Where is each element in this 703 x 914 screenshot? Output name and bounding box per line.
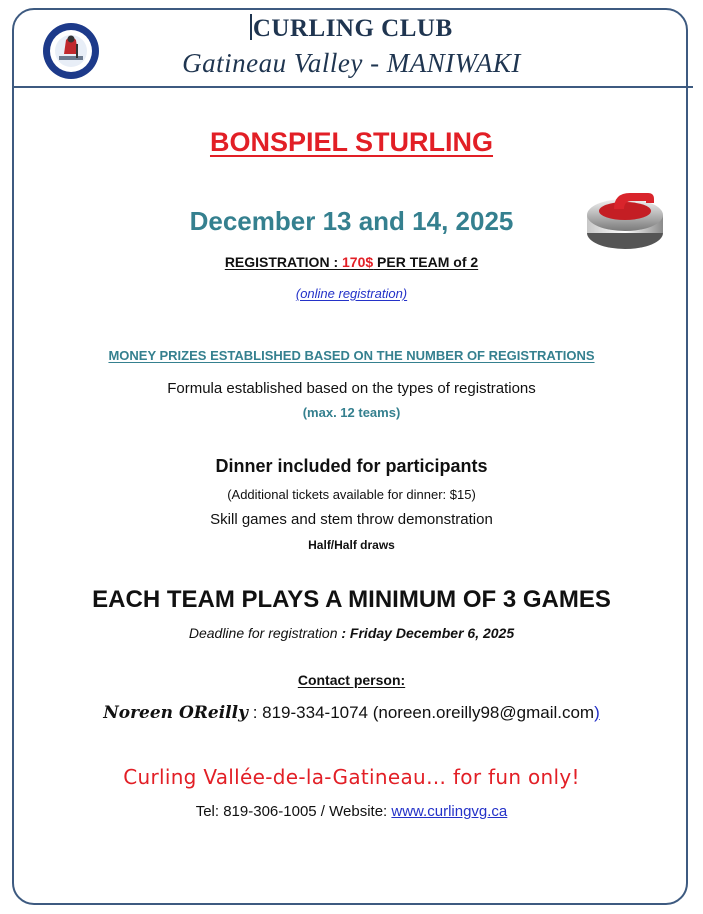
money-prizes-heading: MONEY PRIZES ESTABLISHED BASED ON THE NUMBER OF REGISTRATIONS (108, 348, 595, 363)
club-subtitle: Gatineau Valley - MANIWAKI (182, 48, 521, 78)
event-dates: December 13 and 14, 2025 (189, 206, 514, 236)
contact-name: Noreen OReilly (103, 703, 248, 723)
deadline-value: : Friday December 6, 2025 (341, 625, 515, 641)
club-name-text: CURLING CLUB (252, 15, 453, 42)
event-title: BONSPIEL STURLING (209, 127, 494, 157)
footer-tel: Tel: 819-306-1005 / Website: (195, 803, 392, 820)
contact-line (0, 703, 703, 723)
contact-email: (noreen.oreilly98@gmail.com (368, 703, 595, 722)
deadline-label: Deadline for registration (188, 625, 342, 641)
contact-person-label: Contact person: (297, 672, 406, 688)
additional-tickets-text: (Additional tickets available for dinner: $15) (227, 487, 476, 502)
registration-info (0, 254, 703, 270)
club-name (0, 14, 703, 43)
minimum-games-heading: EACH TEAM PLAYS A MINIMUM OF 3 GAMES (92, 586, 611, 613)
registration-price: 170$ (342, 254, 374, 270)
dinner-heading: Dinner included for participants (215, 456, 488, 476)
deadline-text (0, 625, 703, 641)
half-half-text: Half/Half draws (308, 538, 395, 552)
contact-separator: : (247, 703, 263, 722)
club-slogan: Curling Vallée-de-la-Gatineau… for fun only! (123, 765, 580, 789)
footer-contact (0, 803, 703, 820)
contact-email-link[interactable]: ) (594, 703, 600, 722)
website-link[interactable]: www.curlingvg.ca (391, 803, 508, 820)
registration-suffix: PER TEAM of 2 (373, 254, 479, 270)
skill-games-text: Skill games and stem throw demonstration (210, 511, 493, 528)
registration-prefix: REGISTRATION : (224, 254, 342, 270)
max-teams-text: (max. 12 teams) (302, 405, 401, 420)
header-divider (12, 86, 693, 88)
text-cursor (250, 14, 252, 40)
online-registration-link[interactable]: (online registration) (295, 286, 408, 301)
formula-text: Formula established based on the types of registrations (167, 380, 536, 397)
contact-phone: 819-334-1074 (262, 703, 369, 722)
